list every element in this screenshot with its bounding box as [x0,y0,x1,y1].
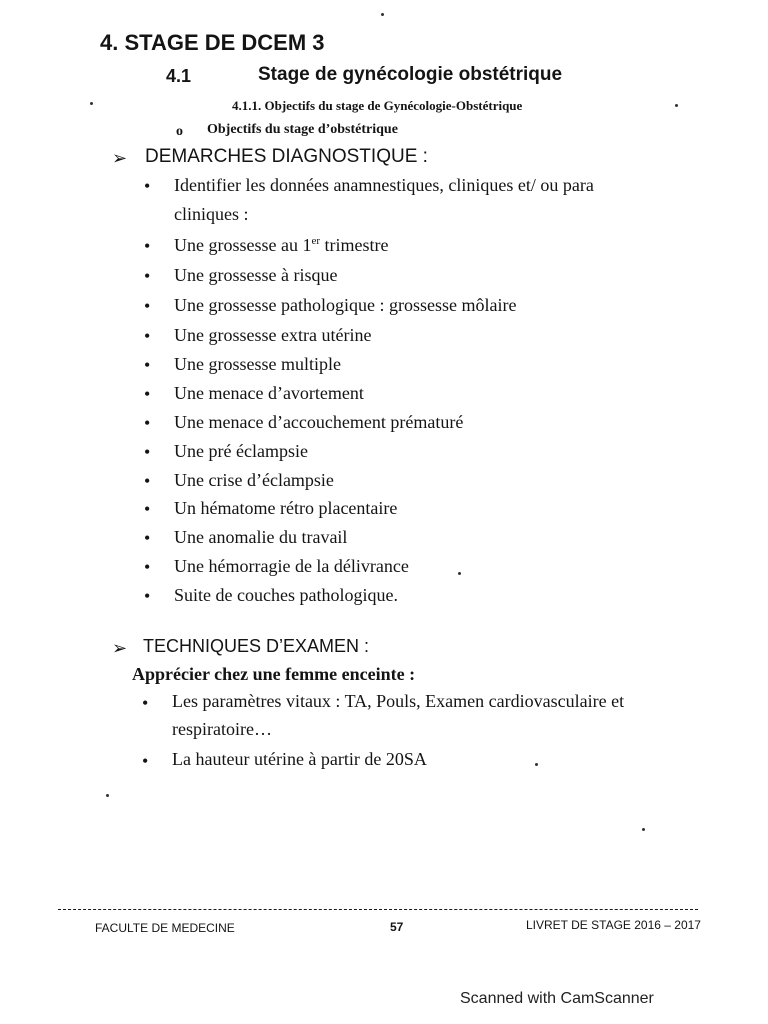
footer-booklet: LIVRET DE STAGE 2016 – 2017 [526,918,701,932]
bullet-icon: • [144,384,151,404]
bullet-icon: • [144,557,151,577]
bullet-icon: • [144,499,151,519]
bullet-icon: • [144,413,151,433]
bullet-icon: • [144,176,151,196]
footer-faculty: FACULTE DE MEDECINE [95,921,235,935]
list-item: Une grossesse extra utérine [174,325,372,345]
scan-speck [458,572,461,575]
subsubheading: 4.1.1. Objectifs du stage de Gynécologie-Obstétrique [232,98,523,113]
subheading-title: Stage de gynécologie obstétrique [258,64,563,85]
list-item: Une grossesse au 1er trimestre [174,235,389,255]
list-item: Une menace d’accouchement prématuré [174,412,464,432]
list-item: Une grossesse multiple [174,354,341,374]
list-item: Une grossesse pathologique : grossesse môlaire [174,295,517,315]
bullet-icon: • [144,355,151,375]
bullet-icon: • [144,326,151,346]
bullet-icon: • [142,751,149,771]
scan-speck [642,828,645,831]
section-arrow-icon: ➢ [112,638,128,658]
section-title-diagnostic: DEMARCHES DIAGNOSTIQUE : [145,146,428,167]
scan-speck [106,794,109,797]
subheading-number: 4.1 [166,66,192,86]
section-arrow-icon: ➢ [112,148,128,168]
objective-title: Objectifs du stage d’obstétrique [207,122,398,137]
scanner-watermark: Scanned with CamScanner [460,990,654,1007]
bullet-icon: • [144,296,151,316]
scan-speck [90,102,93,105]
page-heading: 4. STAGE DE DCEM 3 [100,30,325,55]
bullet-icon: • [144,442,151,462]
list-item-continuation: cliniques : [174,204,249,224]
list-item: La hauteur utérine à partir de 20SA [172,749,427,769]
bullet-icon: • [144,236,151,256]
footer-page-number: 57 [390,920,404,934]
bullet-icon: • [144,266,151,286]
list-item: Les paramètres vitaux : TA, Pouls, Examen cardiovasculaire et [172,691,625,711]
bullet-icon: • [144,528,151,548]
list-item: Une grossesse à risque [174,265,338,285]
scan-speck [675,104,678,107]
bullet-icon: • [144,586,151,606]
footer-rule [58,909,698,910]
list-item: Une hémorragie de la délivrance [174,556,409,576]
list-item: Identifier les données anamnestiques, cliniques et/ ou para [174,175,594,195]
list-item: Une anomalie du travail [174,527,348,547]
scan-speck [535,763,538,766]
list-item: Une pré éclampsie [174,441,308,461]
list-item: Un hématome rétro placentaire [174,498,398,518]
list-item: Suite de couches pathologique. [174,585,398,605]
scan-speck [381,13,384,16]
objective-bullet: o [176,124,183,139]
bullet-icon: • [144,471,151,491]
section-title-techniques: TECHNIQUES D’EXAMEN : [143,636,370,656]
section-intro: Apprécier chez une femme enceinte : [132,664,416,684]
list-item-continuation: respiratoire… [172,719,272,739]
list-item: Une menace d’avortement [174,383,364,403]
list-item: Une crise d’éclampsie [174,470,334,490]
bullet-icon: • [142,693,149,713]
